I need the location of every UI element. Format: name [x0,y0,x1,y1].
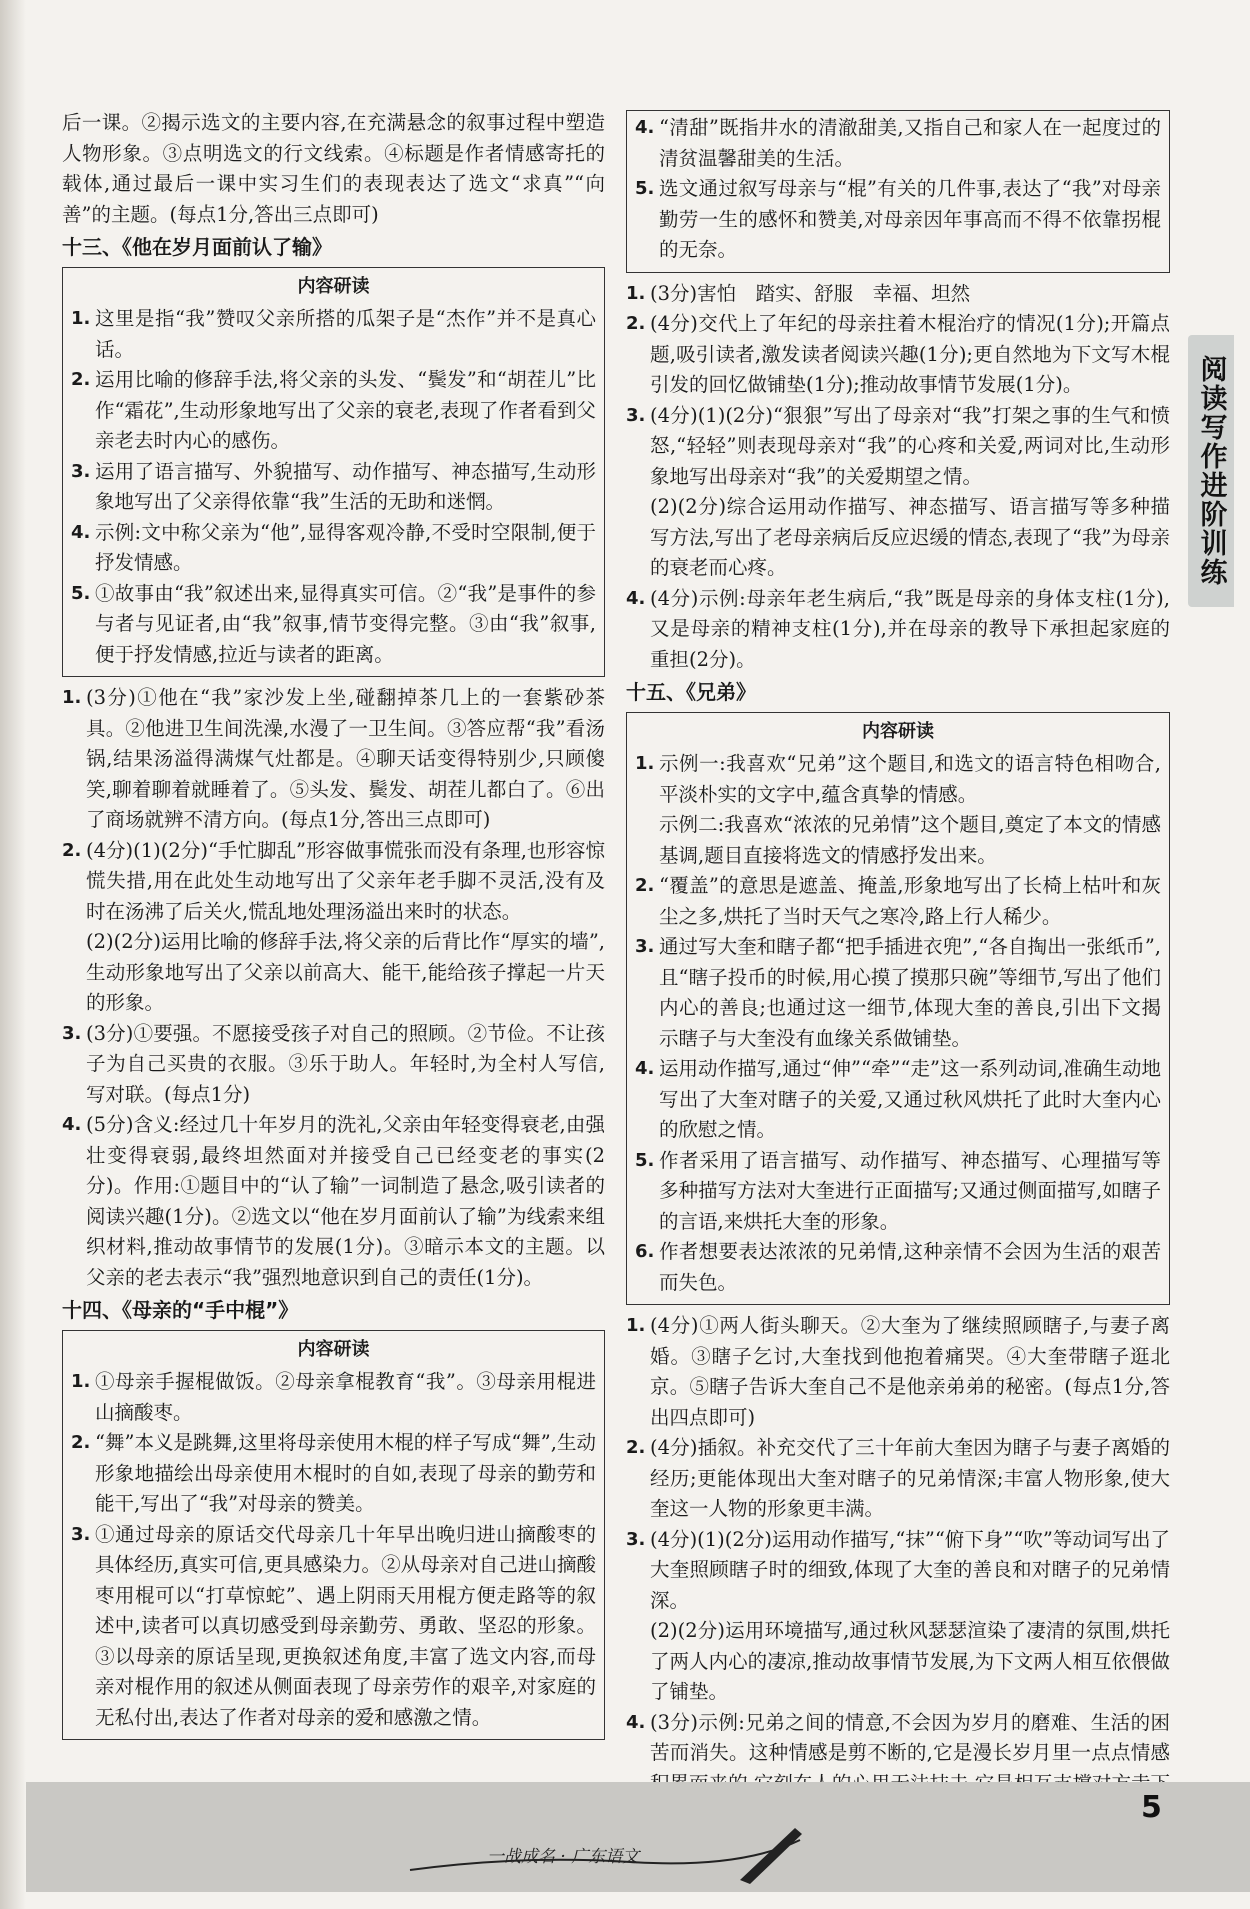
page-number: 5 [1141,1790,1162,1825]
answer-text: “舞”本义是跳舞,这里将母亲使用木棍的样子写成“舞”,生动形象地描绘出母亲使用木棍时的自如,表现了母亲的勤劳和能干,写出了“我”对母亲的赞美。 [95,1431,596,1515]
answer-item [71,518,596,579]
section-14-title: 十四、《母亲的“手中棍”》 [62,1298,299,1322]
answer-item [635,1054,1161,1146]
answer-item [626,584,1170,676]
answer-number: 1. [635,753,655,774]
content-box-title: 内容研读 [297,275,370,297]
answer-number: 1. [626,282,646,304]
side-tab-label: 阅读写作进阶训练 [1195,355,1227,587]
answer-text: 示例:文中称父亲为“他”,显得客观冷静,不受时空限制,便于抒发情感。 [95,520,596,574]
answer-item [71,1520,596,1734]
answer-item [635,1237,1161,1298]
intro-paragraph: 后一课。②揭示选文的主要内容,在充满悬念的叙事过程中塑造人物形象。③点明选文的行文线索。④标题是作者情感寄托的载体,通过最后一课中实习生们的表现表达了选文“求真”“向善”的主题。(每点1分,答出三点即可) [62,111,605,226]
answer-item [626,279,1170,310]
answer-item [62,1110,605,1293]
answer-item [635,1146,1161,1238]
answer-subpart: (2)(2分)综合运用动作描写、神态描写、语言描写等多种描写方法,写出了老母亲病后反应迟缓的情态,表现了“我”为母亲的衰老而心疼。 [650,495,1170,579]
answer-text: (4分)交代上了年纪的母亲拄着木棍治疗的情况(1分);开篇点题,吸引读者,激发读者阅读兴趣(1分);更自然地为下文写木棍引发的回忆做铺垫(1分);推动故事情节发展(1分)。 [650,312,1170,396]
answer-text: (4分)(1)(2分)运用动作描写,“抹”“俯下身”“吹”等动词写出了大奎照顾瞎子时的细致,体现了大奎的善良和对瞎子的兄弟情深。 [650,1527,1170,1612]
answer-number: 4. [635,117,655,138]
answer-number: 2. [626,313,646,334]
answer-number: 1. [62,687,82,708]
answer-text: 作者想要表达浓浓的兄弟情,这种亲情不会因为生活的艰苦而失色。 [659,1240,1161,1294]
answer-item [62,836,605,928]
answer-number: 6. [635,1241,655,1262]
answer-text: “清甜”既指井水的清澈甜美,又指自己和家人在一起度过的清贫温馨甜美的生活。 [659,116,1161,170]
answer-item [71,1367,596,1428]
section-15-title: 十五、《兄弟》 [626,680,756,704]
section-15-content-box [626,712,1170,1306]
answer-text: 示例一:我喜欢“兄弟”这个题目,和选文的语言特色相吻合,平淡朴实的文字中,蕴含真挚的情感。 [659,752,1161,806]
answer-item [71,1428,596,1520]
answer-text: 作者采用了语言描写、动作描写、神态描写、心理描写等多种描写方法对大奎进行正面描写;又通过侧面描写,如瞎子的言语,来烘托大奎的形象。 [659,1148,1161,1233]
answer-item [71,579,596,671]
answer-item [62,683,605,836]
answer-number: 3. [71,1523,91,1545]
answer-number: 1. [71,308,91,329]
answer-text: “覆盖”的意思是遮盖、掩盖,形象地写出了长椅上枯叶和灰尘之多,烘托了当时天气之寒冷,路上行人稀少。 [659,874,1161,928]
content-box-title: 内容研读 [297,1338,370,1360]
answer-text: (3分)害怕 踏实、舒服 幸福、坦然 [650,281,971,305]
answer-number: 4. [71,521,91,543]
answer-number: 2. [71,369,91,390]
answer-item [635,932,1161,1054]
answer-item [635,174,1161,266]
answer-text: 这里是指“我”赞叹父亲所搭的瓜架子是“杰作”并不是真心话。 [95,307,596,361]
answer-text: (5分)含义:经过几十年岁月的洗礼,父亲由年轻变得衰老,由强壮变得衰弱,最终坦然面对并接受自己已经变老的事实(2分)。作用:①题目中的“认了输”一词制造了悬念,吸引读者的阅读兴趣(1分)。②选文以“他在岁月面前认了输”为线索来组织材料,推动故事情节的发展(1分)。③暗示本文的主题。以父亲的老去表示“我”强烈地意识到自己的责任(1分)。 [86,1113,605,1289]
answer-text: (3分)①要强。不愿接受孩子对自己的照顾。②节俭。不让孩子为自己买贵的衣服。③乐于助人。年轻时,为全村人写信,写对联。(每点1分) [86,1021,605,1106]
answer-item [62,1019,605,1111]
content-box-title: 内容研读 [862,720,934,742]
section-13-content-box [62,267,605,678]
section-14-content-box-continued [626,110,1170,273]
answer-text: (4分)①两人街头聊天。②大奎为了继续照顾瞎子,与妻子离婚。③瞎子乞讨,大奎找到他抱着痛哭。④大奎带瞎子逛北京。⑤瞎子告诉大奎自己不是他亲弟弟的秘密。(每点1分,答出四点即可) [650,1314,1170,1429]
answer-item [626,1525,1170,1617]
answer-text: 运用比喻的修辞手法,将父亲的头发、“鬓发”和“胡茬儿”比作“霜花”,生动形象地写出了父亲的衰老,表现了作者看到父亲老去时内心的感伤。 [95,368,596,452]
section-13-title: 十三、《他在岁月面前认了输》 [62,235,332,259]
answer-text: (4分)(1)(2分)“手忙脚乱”形容做事慌张而没有条理,也形容惊慌失措,用在此处生动地写出了父亲年老手脚不灵活,没有及时在汤沸了后关火,慌乱地处理汤溢出来时的状态。 [86,838,605,923]
answer-number: 5. [635,1149,655,1171]
answer-text: 运用了语言描写、外貌描写、动作描写、神态描写,生动形象地写出了父亲得依靠“我”生活的无助和迷惘。 [95,459,596,513]
answer-number: 1. [626,1315,646,1336]
answer-number: 2. [71,1432,91,1453]
right-column [626,108,1170,1830]
answer-text: (4分)(1)(2分)“狠狠”写出了母亲对“我”打架之事的生气和愤怒,“轻轻”则表现母亲对“我”的心疼和关爱,两词对比,生动形象地写出母亲对“我”的关爱期望之情。 [650,403,1170,488]
answer-subpart: (2)(2分)运用比喻的修辞手法,将父亲的后背比作“厚实的墙”,生动形象地写出了父亲以前高大、能干,能给孩子撑起一片天的形象。 [86,930,605,1014]
answer-item [71,365,596,457]
answer-text: ①母亲手握棍做饭。②母亲拿棍教育“我”。③母亲用棍进山摘酸枣。 [95,1370,596,1424]
answer-number: 2. [635,875,655,896]
answer-number: 4. [62,1114,82,1135]
answer-subpart: 示例二:我喜欢“浓浓的兄弟情”这个题目,奠定了本文的情感基调,题目直接将选文的情感抒发出来。 [659,813,1161,867]
side-tab [1188,335,1234,607]
answer-text: (3分)①他在“我”家沙发上坐,碰翻掉茶几上的一套紫砂茶具。②他进卫生间洗澡,水漫了一卫生间。③答应帮“我”看汤锅,结果汤溢得满煤气灶都是。④聊天话变得特别少,只顾傻笑,聊着聊着就睡着了。⑤头发、鬓发、胡茬儿都白了。⑥出了商场就辨不清方向。(每点1分,答出三点即可) [86,686,605,831]
answer-number: 5. [71,582,91,604]
answer-subpart: (2)(2分)运用环境描写,通过秋风瑟瑟渲染了凄清的氛围,烘托了两人内心的凄凉,推动故事情节发展,为下文两人相互依偎做了铺垫。 [650,1619,1170,1703]
answer-text: (4分)示例:母亲年老生病后,“我”既是母亲的身体支柱(1分),又是母亲的精神支柱(1分),并在母亲的教导下承担起家庭的重担(2分)。 [650,586,1170,671]
answer-text: 通过写大奎和瞎子都“把手插进衣兜”,“各自掏出一张纸币”,且“瞎子投币的时候,用心摸了摸那只碗”等细节,写出了他们内心的善良;也通过这一细节,体现大奎的善良,引出下文揭示瞎子与大奎没有血缘关系做铺垫。 [659,935,1161,1050]
answer-text: 选文通过叙写母亲与“棍”有关的几件事,表达了“我”对母亲勤劳一生的感怀和赞美,对母亲因年事高而不得不依靠拐棍的无奈。 [659,177,1161,261]
answer-item [626,1433,1170,1525]
answer-number: 1. [71,1371,91,1392]
answer-number: 5. [635,178,655,199]
page-binding-shadow [0,0,26,1909]
answer-number: 4. [626,1711,646,1733]
answer-number: 4. [626,587,646,609]
answer-item [635,113,1161,174]
answer-text: (4分)插叙。补充交代了三十年前大奎因为瞎子与妻子离婚的经历;更能体现出大奎对瞎子的兄弟情深;丰富人物形象,使大奎这一人物的形象更丰满。 [650,1436,1170,1520]
answer-number: 4. [635,1058,655,1079]
answer-item [71,457,596,518]
answer-text: ①通过母亲的原话交代母亲几十年早出晚归进山摘酸枣的具体经历,真实可信,更具感染力。②从母亲对自己进山摘酸枣用棍可以“打草惊蛇”、遇上阴雨天用棍方便走路等的叙述中,读者可以真切感受到母亲勤劳、勇敢、坚忍的形象。③以母亲的原话呈现,更换叙述角度,丰富了选文内容,而母亲对棍作用的叙述从侧面表现了母亲劳作的艰辛,对家庭的无私付出,表达了作者对母亲的爱和感激之情。 [95,1522,596,1729]
answer-text: ①故事由“我”叙述出来,显得真实可信。②“我”是事件的参与者与见证者,由“我”叙事,情节变得完整。③由“我”叙事,便于抒发情感,拉近与读者的距离。 [95,581,596,666]
answer-text: (3分)示例:兄弟之间的情意,不会因为岁月的磨难、生活的困苦而消失。这种情感是剪不断的,它是漫长岁月里一点点情感 [650,1710,1170,1764]
answer-number: 3. [626,1528,646,1550]
answer-item [635,871,1161,932]
footer-text: 一战成名 · 广东语文 [487,1847,640,1867]
answer-item [626,309,1170,401]
answer-number: 3. [71,460,91,482]
left-column [62,108,605,1746]
answer-item [635,749,1161,810]
answer-number: 3. [626,404,646,426]
answer-item [71,304,596,365]
answer-text: 运用动作描写,通过“伸”“牵”“走”这一系列动词,准确生动地写出了大奎对瞎子的关爱,又通过秋风烘托了此时大奎内心的欣慰之情。 [659,1057,1161,1141]
answer-number: 2. [626,1437,646,1458]
answer-number: 3. [62,1022,82,1044]
section-14-content-box [62,1330,605,1741]
answer-number: 3. [635,936,655,957]
answer-number: 2. [62,839,82,861]
answer-item [626,1311,1170,1433]
answer-item [626,401,1170,493]
